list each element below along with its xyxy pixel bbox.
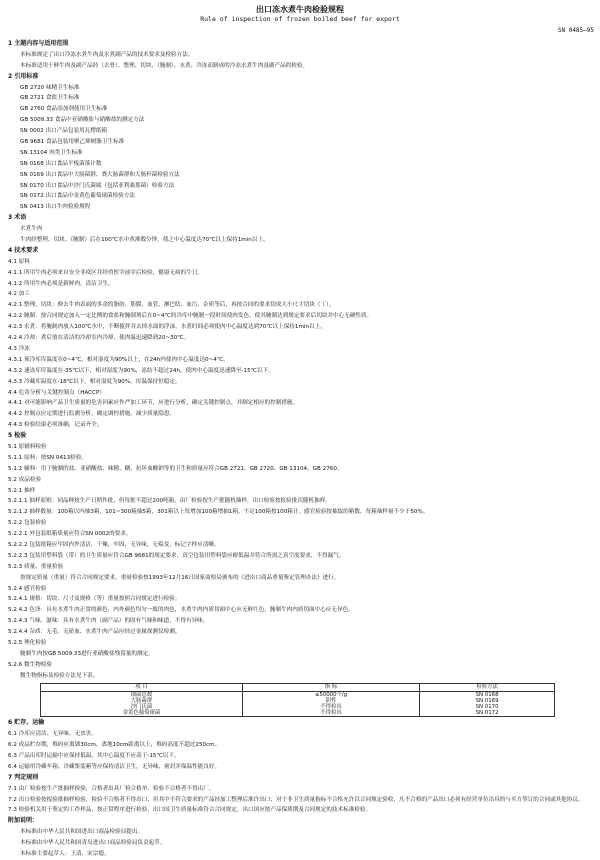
- table-cell-values: [242, 691, 419, 717]
- text-line: 水煮牛肉: [20, 226, 43, 233]
- text-line: SN 0172 出口食品中金黄色葡萄球菌检验方法: [20, 193, 136, 200]
- text-line: 4.4 危害分析与关键控制点（HACCP）: [8, 389, 105, 396]
- text-line: 7.3 检验机关用于鉴定的工作样品，按正常程序进行检验，出口国卫生质量标准符合合同规定，出口国应按产品保质期及合同规定的技术标准检验。: [8, 807, 372, 814]
- section-heading: 附加说明：: [8, 817, 39, 825]
- table-method: SN 0168: [475, 691, 499, 698]
- table-row: [41, 691, 555, 717]
- text-line: 4.4.2 控制点应定期进行监测分析，确定调控措施，减少质量隐患。: [8, 411, 176, 418]
- text-line: 本标准由中华人民共和国青岛进出口商品检验局负责起草。: [20, 840, 166, 847]
- section-heading: 2 引用标准: [8, 72, 39, 80]
- text-line: 5.1.2 辅料：用于腌制的盐、亚硝酸盐、味精、糖、抗坏血酸钠等的卫生和质量应符合GB 2721、GB 2720、GB 13104、GB 2760。: [8, 465, 343, 472]
- text-line: 5.2.1.2 抽样数量：100箱以内抽3箱，101~300箱抽5箱，301箱以上每增加100箱增抽1箱，不足100箱按100箱计。感官检验按抽取的箱数，每箱抽样量不少于50%。: [8, 509, 429, 516]
- table-item: 金黄色葡萄球菌: [122, 710, 161, 717]
- table-header-item: 项 目: [41, 683, 243, 691]
- text-line: 牛肉经整理、切块、（腌制）后在100℃水中煮沸数分钟，使之中心温度达70℃以上保持1min以上。: [20, 237, 269, 244]
- document-body: [8, 39, 593, 860]
- text-line: 4.4.1 对可能影响产品卫生质量的危害因素应作严加工环节，应进行分析，确定关键控制点，并制定相应的控制措施。: [8, 400, 299, 407]
- standard-number: SN 0485—95: [557, 27, 594, 34]
- text-line: 5.2.2.2 包装纸箱应牢固内外清洁，干燥，牢固，无异味，无霉变，标记字样应清晰。: [8, 541, 220, 548]
- section-heading: 4 技术要求: [8, 246, 39, 254]
- text-line: 5.2.2 包装检验: [8, 520, 47, 527]
- section-heading: 1 主题内容与适用范围: [8, 40, 69, 47]
- text-line: 4.2.1 整理、切块：修去牛肉表面的多余的脂肪、筋膜、血管、淋巴结、血污、杂质等后，再按合同的要求切成大小尺寸切块（丁）。: [8, 302, 335, 309]
- text-line: 4.3.1 预冷库库温度在0~4℃，相对湿度为90%以上，在24h内使肉中心温度达0~4℃。: [8, 356, 229, 363]
- table-header-value: 指 标: [242, 683, 419, 691]
- text-line: 5.2.5 理化检验: [8, 639, 47, 646]
- text-line: 5.2.4.4 杂质：无毛、无淤血、水煮牛肉产品应经过金属探测仪检测。: [8, 629, 181, 636]
- text-line: GB 9681 食品包装用聚乙烯树脂卫生标准: [20, 139, 125, 146]
- table-value: 阴性: [325, 697, 337, 704]
- table-value: 不得检出: [320, 703, 342, 710]
- text-line: SN 0169 出口食品中大肠菌群、粪大肠菌群和大肠杆菌检验方法: [20, 171, 180, 178]
- table-value: 不得检出: [320, 710, 342, 717]
- text-line: 4.2.4 冷却：煮后放在清洁的冷却室内冷却，使肉温迅速降到20~30℃。: [8, 335, 190, 342]
- text-line: 4.4.3 检验结果必须准确，记录齐全。: [8, 422, 103, 429]
- text-line: 本标准适用于鲜牛肉及副产品经（去骨）、整理、切块、（腌制）、水煮、冷冻而制成的冷冻水煮牛肉及副产品的检验。: [20, 62, 309, 69]
- microbe-table-wrap: [8, 683, 593, 718]
- text-line: 5.2.3 质量、重量检验: [8, 563, 64, 570]
- text-line: 本标准规定了出口冷冻水煮牛肉及水煮副产品的技术要求及检验方法。: [20, 51, 194, 58]
- text-line: 5.1.1 原料：按SN 0413检验。: [8, 454, 87, 461]
- section-heading: 5 检验: [8, 432, 27, 440]
- table-header-row: [41, 683, 555, 691]
- text-line: 4.2.3 水煮：将腌制肉放入100℃水中，不断搅拌并去掉水面的浮沫，水煮时间必须使肉中心温度达到70℃以上保持1min以上。: [8, 324, 326, 331]
- section-heading: 7 判定规则: [8, 773, 39, 781]
- text-line: 4.2.2 腌制：按合同规定加入一定比例的食盐和腌制剂后在0~4℃的冷库中腌制一段时间使肉发色，使其腌制达到规定要求后切块并中心无硬性质。: [8, 313, 373, 320]
- text-line: 本标准主要起草人：王清、宋宗德。: [20, 851, 110, 858]
- microbe-spec-table: [40, 683, 555, 718]
- document-title-en: Rule of inspection of frozen boiled beef for export: [200, 15, 400, 23]
- table-item: 细菌总数: [130, 691, 153, 698]
- table-header-method: 检验方法: [420, 683, 555, 691]
- document-title-cn: 出口冻水煮牛肉检验规程: [256, 5, 344, 14]
- text-line: 4.1 原料: [8, 258, 30, 265]
- text-line: 5.2 成品检验: [8, 476, 42, 483]
- text-line: 5.2.4.2 色泽：具有水煮牛肉正常的颜色，内外颜色均匀一致的肉色，水煮牛肉内质切面中心应无鲜红色，腌制牛肉内质切面中心应无异色。: [8, 607, 354, 614]
- text-line: SN 0413 出口牛肉检验规程: [20, 204, 91, 211]
- text-line: 4.3 冷冻: [8, 345, 30, 352]
- table-cell-methods: [420, 691, 555, 717]
- table-value: ≤50000个/g: [314, 691, 348, 698]
- text-line: 5.2.1.1 抽样原则：同品种按生产日期作批，但每批不超过200吨箱，由厂检验按生产批随机抽样，出口检验按报验批次随机抽样。: [8, 498, 331, 505]
- text-line: 腌制牛肉按GB 5009.33进行亚硝酸盐残留量的测定。: [20, 650, 154, 657]
- text-line: 按规定质量（重量）符合合同规定要求，重量检验按1993年12月16日国家商检局颁布的《进出口商品重量鉴定管理办法》进行。: [20, 574, 340, 581]
- text-line: SN 0168 出口食品平板菌落计数: [20, 160, 102, 167]
- text-line: 5.2.4 感官检验: [8, 585, 47, 592]
- text-line: 7.2 出口检验按报验批抽样检验，检验不合格者不得出口，但其中不符合要求的产品经加工整理后准许出口；对于非卫生质量指标不合格允许以合同规定验收，凡不合格的产品出口必须有经营单位出具的与买方签订的合同或其他协议。: [8, 796, 584, 803]
- text-line: 5.2.2.1 外包装纸箱质量应符合SN 0002的要求。: [8, 531, 132, 538]
- table-cell-items: [41, 691, 243, 717]
- text-block-tail: [8, 718, 593, 860]
- text-line: GB 2760 食品添加剂使用卫生标准: [20, 106, 108, 113]
- text-line: SN 0002 出口产品包装用瓦楞纸箱: [20, 128, 108, 135]
- text-line: 6.3 产品出库时运输中应保持低温，其中心温度不应高于-15℃以下。: [8, 753, 180, 760]
- text-block-main: [8, 39, 593, 682]
- table-method: SN 0169: [475, 697, 499, 704]
- text-line: 4.3.2 速冻库库温度在-35℃以下，相对湿度为90%，冻结不超过24h，使肉中心温度迅速降至-15℃以下。: [8, 367, 274, 374]
- text-line: 4.1.1 所用牛肉必须来自安全非疫区并经兽医宰前宰后检验，健康无病的牛只。: [8, 269, 204, 276]
- text-line: 4.2 加工: [8, 291, 30, 298]
- section-heading: 3 术语: [8, 214, 27, 222]
- text-line: 5.2.4.3 气味、滋味：具有水煮牛肉（副产品）的固有气味和味道，不得有异味。: [8, 618, 209, 625]
- text-line: 5.1 原辅料检验: [8, 443, 47, 450]
- table-method: SN 0170: [475, 703, 499, 710]
- text-line: GB 2721 食盐卫生标准: [20, 95, 80, 102]
- text-line: 微生物指标及检验方法见下表。: [20, 672, 99, 679]
- text-line: 6.4 运输用冷藏车箱、冷藏集装箱等应保持清洁卫生，无异味，密封并保温性能良好。: [8, 763, 221, 770]
- text-line: SN 13104 肉类卫生标准: [20, 149, 83, 156]
- text-line: 4.3.3 冷藏库温度在-18℃以下，相对湿度为90%，库温保持恒稳定。: [8, 378, 181, 385]
- text-line: 7.1 由厂检验按生产批抽样检验，合格者出具厂检合格单，检验不合格者不得出厂。: [8, 785, 215, 792]
- text-line: 本标准由中华人民共和国进出口商品检验局提出。: [20, 829, 144, 836]
- text-line: GB 2720 味精卫生标准: [20, 84, 80, 91]
- text-line: GB 5009.33 食品中亚硝酸盐与硝酸盐的测定方法: [20, 117, 145, 124]
- text-line: 5.2.4.1 规格：切块、尺寸及规格（等）重量按照合同规定进行检验。: [8, 596, 181, 603]
- table-item: 沙门氏菌: [130, 703, 153, 710]
- table-item: 大肠菌群: [130, 697, 153, 704]
- text-line: SN 0170 出口食品中沙门氏菌属（包括亚利桑那菌）检验方法: [20, 182, 175, 189]
- text-line: 5.2.2.3 包装用塑料袋（带）的卫生质量应符合GB 9681的规定要求，真空包装用塑料袋应耐低温并符合所需之真空度要求，不得漏气。: [8, 552, 345, 559]
- text-line: 4.1.2 所用牛肉必须是新鲜肉，清洁卫生。: [8, 280, 114, 287]
- text-line: 5.2.1 抽样: [8, 487, 36, 494]
- section-heading: 6 贮存、运输: [8, 719, 45, 727]
- text-line: 5.2.6 微生物检验: [8, 661, 52, 668]
- table-method: SN 0172: [475, 710, 499, 717]
- text-line: 6.2 成品贮存期，堆码应离墙30cm、离地10cm距离以上，堆码高度不超过250cm。: [8, 742, 221, 749]
- text-line: 6.1 冷库应清洁、无异味、无虫害。: [8, 731, 97, 738]
